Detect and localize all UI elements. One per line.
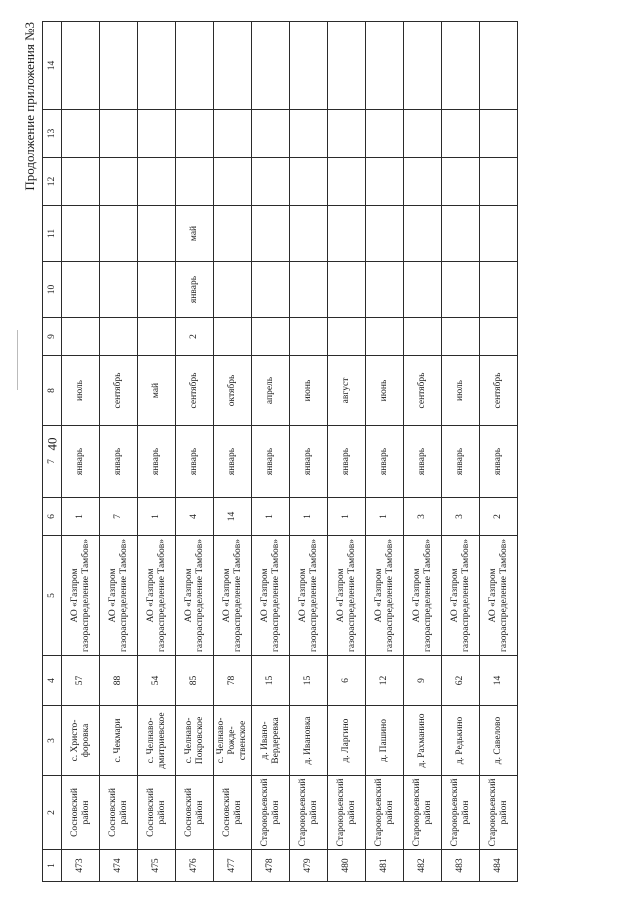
table-cell bbox=[138, 318, 176, 356]
table-cell: 480 bbox=[328, 850, 366, 882]
table-cell bbox=[138, 206, 176, 262]
table-cell: 483 bbox=[442, 850, 480, 882]
table-cell: д. Пашино bbox=[366, 706, 404, 776]
column-header: 3 bbox=[43, 706, 62, 776]
table-cell: АО «Газпром газораспределение Тамбов» bbox=[100, 536, 138, 656]
table-row bbox=[480, 22, 518, 882]
table-cell bbox=[442, 22, 480, 110]
table-cell: АО «Газпром газораспределение Тамбов» bbox=[176, 536, 214, 656]
table-cell: Сосновский район bbox=[100, 776, 138, 850]
appendix-caption: Продолжение приложения №3 bbox=[22, 22, 37, 191]
table-cell bbox=[366, 158, 404, 206]
column-header: 2 bbox=[43, 776, 62, 850]
table-cell: 15 bbox=[252, 656, 290, 706]
table-cell: Староюрьевский район bbox=[290, 776, 328, 850]
table-cell: с. Челнаво-дмитриевское bbox=[138, 706, 176, 776]
table-cell bbox=[366, 110, 404, 158]
scan-edge-mark bbox=[17, 330, 18, 390]
table-cell: январь bbox=[366, 426, 404, 498]
table-cell: 85 bbox=[176, 656, 214, 706]
column-header: 4 bbox=[43, 656, 62, 706]
table-cell: АО «Газпром газораспределение Тамбов» bbox=[62, 536, 100, 656]
table-cell bbox=[442, 110, 480, 158]
table-cell: 481 bbox=[366, 850, 404, 882]
table-cell bbox=[252, 206, 290, 262]
table-cell bbox=[290, 22, 328, 110]
table-cell: январь bbox=[176, 426, 214, 498]
table-cell: 12 bbox=[366, 656, 404, 706]
table-cell: 14 bbox=[480, 656, 518, 706]
table-header-row bbox=[43, 22, 62, 882]
column-header: 1 bbox=[43, 850, 62, 882]
table-cell bbox=[100, 262, 138, 318]
table-cell bbox=[328, 22, 366, 110]
table-cell: с. Христо-форовка bbox=[62, 706, 100, 776]
table-cell: АО «Газпром газораспределение Тамбов» bbox=[214, 536, 252, 656]
table-cell: с. Челнаво-Рожде-ственское bbox=[214, 706, 252, 776]
table-cell: май bbox=[138, 356, 176, 426]
table-cell bbox=[138, 158, 176, 206]
table-cell bbox=[62, 158, 100, 206]
table-cell bbox=[100, 318, 138, 356]
table-cell bbox=[404, 262, 442, 318]
table-cell: январь bbox=[138, 426, 176, 498]
table-cell: Староюрьевский район bbox=[252, 776, 290, 850]
table-cell bbox=[442, 262, 480, 318]
table-cell: сентябрь bbox=[176, 356, 214, 426]
table-cell: д. Редькино bbox=[442, 706, 480, 776]
table-cell: Староюрьевский район bbox=[366, 776, 404, 850]
table-cell bbox=[214, 206, 252, 262]
table-cell bbox=[176, 110, 214, 158]
table-cell: АО «Газпром газораспределение Тамбов» bbox=[252, 536, 290, 656]
table-cell bbox=[100, 22, 138, 110]
column-header: 13 bbox=[43, 110, 62, 158]
table-cell: 4 bbox=[176, 498, 214, 536]
table-cell bbox=[480, 110, 518, 158]
table-cell bbox=[62, 22, 100, 110]
table-cell: 9 bbox=[404, 656, 442, 706]
table-cell bbox=[328, 262, 366, 318]
table-cell: январь bbox=[62, 426, 100, 498]
table-cell bbox=[290, 262, 328, 318]
table-cell bbox=[404, 318, 442, 356]
table-cell: Сосновский район bbox=[176, 776, 214, 850]
table-cell: январь bbox=[404, 426, 442, 498]
table-cell bbox=[252, 318, 290, 356]
table-cell bbox=[138, 262, 176, 318]
table-cell bbox=[442, 158, 480, 206]
table-cell: июнь bbox=[366, 356, 404, 426]
table-cell bbox=[252, 158, 290, 206]
table-cell: Сосновский район bbox=[62, 776, 100, 850]
table-cell: январь bbox=[176, 262, 214, 318]
table-row bbox=[366, 22, 404, 882]
table-cell: 478 bbox=[252, 850, 290, 882]
table-cell: АО «Газпром газораспределение Тамбов» bbox=[290, 536, 328, 656]
table-cell bbox=[214, 262, 252, 318]
table-cell: АО «Газпром газораспределение Тамбов» bbox=[366, 536, 404, 656]
table-cell bbox=[62, 318, 100, 356]
table-cell bbox=[214, 22, 252, 110]
table-cell bbox=[290, 110, 328, 158]
schedule-table bbox=[42, 21, 518, 882]
table-cell bbox=[480, 318, 518, 356]
column-header: 12 bbox=[43, 158, 62, 206]
column-header: 10 bbox=[43, 262, 62, 318]
table-cell bbox=[328, 110, 366, 158]
table-cell: 14 bbox=[214, 498, 252, 536]
table-cell bbox=[252, 22, 290, 110]
table-row bbox=[176, 22, 214, 882]
table-cell bbox=[138, 110, 176, 158]
table-cell: 6 bbox=[328, 656, 366, 706]
table-cell bbox=[328, 206, 366, 262]
table-cell bbox=[404, 158, 442, 206]
table-cell: январь bbox=[480, 426, 518, 498]
table-cell bbox=[290, 158, 328, 206]
table-cell: Староюрьевский район bbox=[480, 776, 518, 850]
table-cell bbox=[62, 262, 100, 318]
table-cell: 474 bbox=[100, 850, 138, 882]
table-cell: д. Ларгино bbox=[328, 706, 366, 776]
table-cell bbox=[100, 158, 138, 206]
table-cell: 1 bbox=[290, 498, 328, 536]
table-cell: Староюрьевский район bbox=[328, 776, 366, 850]
table-cell: 479 bbox=[290, 850, 328, 882]
table-cell bbox=[100, 206, 138, 262]
table-cell bbox=[328, 158, 366, 206]
column-header: 5 bbox=[43, 536, 62, 656]
table-cell: январь bbox=[252, 426, 290, 498]
table-cell bbox=[366, 22, 404, 110]
table-cell: с. Чекмари bbox=[100, 706, 138, 776]
table-row bbox=[252, 22, 290, 882]
table-cell bbox=[290, 318, 328, 356]
table-cell: 1 bbox=[138, 498, 176, 536]
table-row bbox=[328, 22, 366, 882]
table-cell: Староюрьевский район bbox=[442, 776, 480, 850]
table-row bbox=[442, 22, 480, 882]
table-cell: 484 bbox=[480, 850, 518, 882]
table-cell: 62 bbox=[442, 656, 480, 706]
table-cell bbox=[480, 206, 518, 262]
table-cell: д. Савелово bbox=[480, 706, 518, 776]
table-cell: АО «Газпром газораспределение Тамбов» bbox=[328, 536, 366, 656]
table-cell: 1 bbox=[328, 498, 366, 536]
table-cell: 476 bbox=[176, 850, 214, 882]
table-cell bbox=[252, 262, 290, 318]
table-cell bbox=[366, 206, 404, 262]
table-row bbox=[290, 22, 328, 882]
table-cell: 3 bbox=[404, 498, 442, 536]
table-cell: 1 bbox=[62, 498, 100, 536]
table-cell: АО «Газпром газораспределение Тамбов» bbox=[480, 536, 518, 656]
table-cell: январь bbox=[328, 426, 366, 498]
table-cell: октябрь bbox=[214, 356, 252, 426]
table-row bbox=[214, 22, 252, 882]
table-cell: 88 bbox=[100, 656, 138, 706]
table-cell: с. Челнаво-Покровское bbox=[176, 706, 214, 776]
table-cell: д. Ивано-Вердеревка bbox=[252, 706, 290, 776]
table-row bbox=[404, 22, 442, 882]
table-cell bbox=[480, 22, 518, 110]
table-cell bbox=[366, 318, 404, 356]
table-cell: сентябрь bbox=[100, 356, 138, 426]
table-cell bbox=[176, 158, 214, 206]
table-cell bbox=[138, 22, 176, 110]
table-cell: 2 bbox=[480, 498, 518, 536]
page-number: 40 bbox=[44, 437, 60, 451]
table-cell: 78 bbox=[214, 656, 252, 706]
table-cell bbox=[214, 318, 252, 356]
table-row bbox=[138, 22, 176, 882]
table-cell: январь bbox=[214, 426, 252, 498]
table-cell: сентябрь bbox=[404, 356, 442, 426]
table-row bbox=[100, 22, 138, 882]
table-cell bbox=[404, 22, 442, 110]
table-cell bbox=[328, 318, 366, 356]
table-cell: 15 bbox=[290, 656, 328, 706]
table-cell: 3 bbox=[442, 498, 480, 536]
table-cell bbox=[62, 110, 100, 158]
rotated-page-content bbox=[20, 22, 590, 882]
column-header: 11 bbox=[43, 206, 62, 262]
table-cell: д. Ивановка bbox=[290, 706, 328, 776]
table-cell: июль bbox=[62, 356, 100, 426]
table-cell: январь bbox=[442, 426, 480, 498]
table-cell bbox=[442, 318, 480, 356]
table-cell: д. Рахманино bbox=[404, 706, 442, 776]
table-cell: 473 bbox=[62, 850, 100, 882]
table-cell: Сосновский район bbox=[138, 776, 176, 850]
table-cell: 2 bbox=[176, 318, 214, 356]
table-cell bbox=[290, 206, 328, 262]
table-cell: 482 bbox=[404, 850, 442, 882]
column-header: 14 bbox=[43, 22, 62, 110]
table-cell bbox=[366, 262, 404, 318]
table-cell bbox=[62, 206, 100, 262]
column-header: 8 bbox=[43, 356, 62, 426]
table-cell: август bbox=[328, 356, 366, 426]
table-cell bbox=[442, 206, 480, 262]
table-cell: 7 bbox=[100, 498, 138, 536]
table-cell bbox=[404, 110, 442, 158]
table-cell: апрель bbox=[252, 356, 290, 426]
table-cell bbox=[480, 158, 518, 206]
table-cell: 54 bbox=[138, 656, 176, 706]
table-cell bbox=[176, 22, 214, 110]
table-cell bbox=[214, 158, 252, 206]
table-cell: Староюрьевский район bbox=[404, 776, 442, 850]
table-cell: январь bbox=[100, 426, 138, 498]
table-cell bbox=[252, 110, 290, 158]
table-cell: 475 bbox=[138, 850, 176, 882]
table-cell: АО «Газпром газораспределение Тамбов» bbox=[138, 536, 176, 656]
table-cell: АО «Газпром газораспределение Тамбов» bbox=[404, 536, 442, 656]
table-row bbox=[62, 22, 100, 882]
table-cell bbox=[100, 110, 138, 158]
table-cell bbox=[480, 262, 518, 318]
table-cell: 57 bbox=[62, 656, 100, 706]
table-cell: сентябрь bbox=[480, 356, 518, 426]
table-cell bbox=[404, 206, 442, 262]
table-cell bbox=[214, 110, 252, 158]
table-cell: май bbox=[176, 206, 214, 262]
table-cell: январь bbox=[290, 426, 328, 498]
table-cell: 477 bbox=[214, 850, 252, 882]
column-header: 6 bbox=[43, 498, 62, 536]
table-cell: АО «Газпром газораспределение Тамбов» bbox=[442, 536, 480, 656]
table-cell: июнь bbox=[290, 356, 328, 426]
column-header: 9 bbox=[43, 318, 62, 356]
table-cell: 1 bbox=[252, 498, 290, 536]
table-cell: 1 bbox=[366, 498, 404, 536]
table-cell: Сосновский район bbox=[214, 776, 252, 850]
table-cell: июль bbox=[442, 356, 480, 426]
column-header: 7 bbox=[43, 426, 62, 498]
